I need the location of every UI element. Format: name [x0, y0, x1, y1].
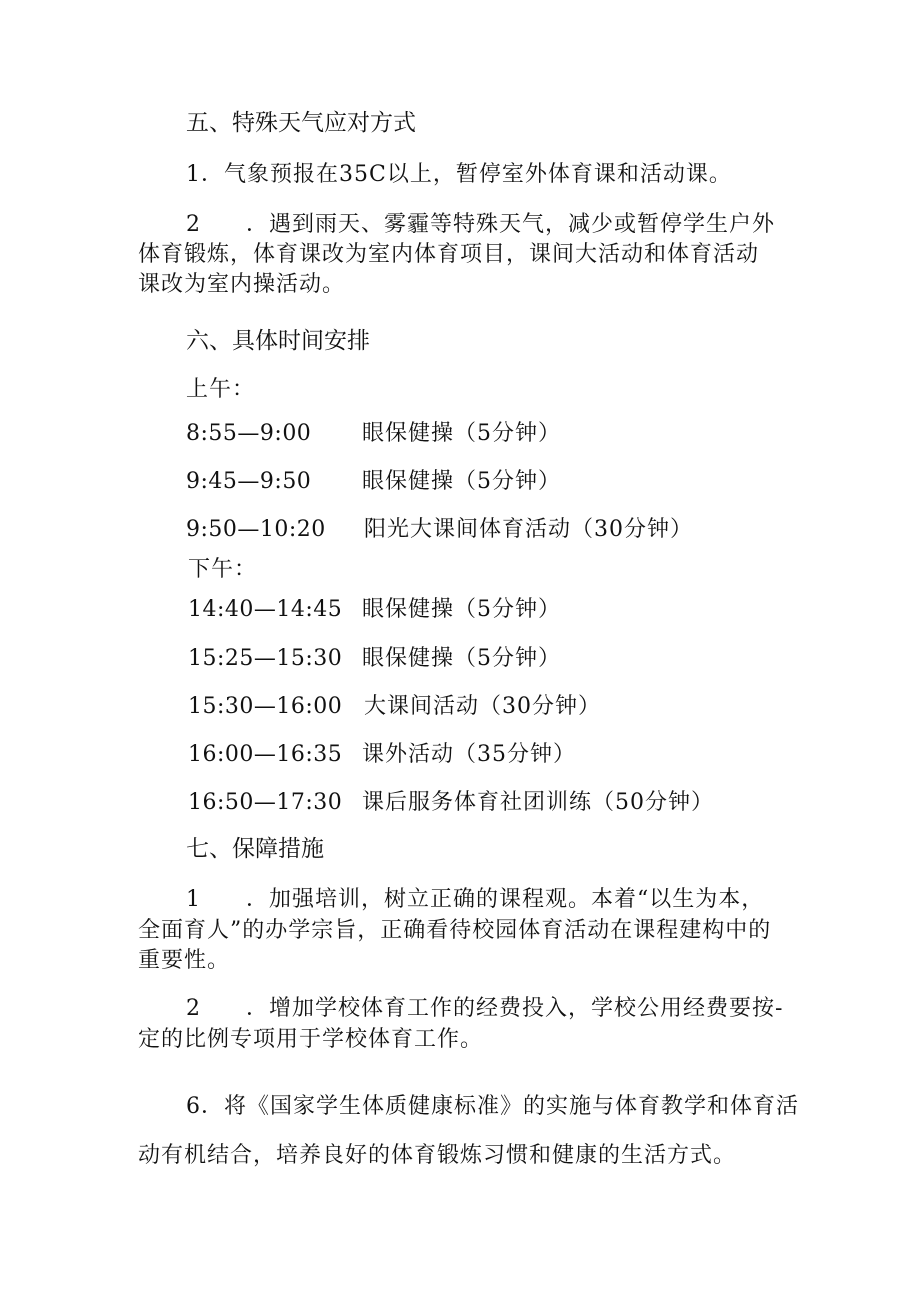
morning-label: 上午： — [186, 377, 256, 402]
schedule-time: 15:25—15:30 — [188, 646, 343, 671]
schedule-activity: 眼保健操（5分钟） — [362, 646, 561, 671]
schedule-activity: 阳光大课间体育活动（30分钟） — [364, 517, 693, 542]
schedule-time: 15:30—16:00 — [188, 694, 343, 719]
schedule-activity: 课外活动（35分钟） — [362, 742, 576, 767]
schedule-activity: 眼保健操（5分钟） — [362, 597, 561, 622]
schedule-time: 8:55—9:00 — [186, 421, 312, 446]
sec7-p1-line-1: ．加强培训，树立正确的课程观。本着“以生为本， — [246, 887, 765, 912]
schedule-time: 16:00—16:35 — [188, 742, 343, 767]
schedule-activity: 课后服务体育社团训练（50分钟） — [362, 790, 714, 815]
schedule-time: 9:45—9:50 — [186, 469, 312, 494]
sec5-p2-line-2: 体育锻炼，体育课改为室内体育项目，课间大活动和体育活动 — [138, 242, 760, 267]
sec7-p1-line-3: 重要性。 — [138, 948, 231, 973]
sec7-p6-line-1: 6．将《国家学生体质健康标准》的实施与体育教学和体育活 — [186, 1094, 799, 1119]
sec7-p2-line-1: ．增加学校体育工作的经费投入，学校公用经费要按- — [246, 996, 784, 1021]
section-5-heading: 五、特殊天气应对方式 — [186, 110, 416, 136]
sec5-p2-line-1: ．遇到雨天、雾霾等特殊天气，减少或暂停学生户外 — [246, 212, 776, 237]
schedule-activity: 眼保健操（5分钟） — [362, 469, 561, 494]
schedule-time: 16:50—17:30 — [188, 790, 343, 815]
sec7-p6-line-2: 动有机结合，培养良好的体育锻炼习惯和健康的生活方式。 — [138, 1143, 737, 1168]
sec5-p2-line-3: 课改为室内操活动。 — [138, 272, 346, 297]
sec7-p2-line-2: 定的比例专项用于学校体育工作。 — [138, 1027, 484, 1052]
sec5-paragraph-1: 1．气象预报在35C以上，暂停室外体育课和活动课。 — [186, 162, 732, 187]
sec7-p1-number: 1 — [186, 887, 201, 912]
section-6-heading: 六、具体时间安排 — [186, 328, 370, 354]
schedule-time: 14:40—14:45 — [188, 597, 343, 622]
sec7-p1-line-2: 全面育人”的办学宗旨，正确看待校园体育活动在课程建构中的 — [138, 918, 772, 943]
sec5-p2-number: 2 — [186, 212, 201, 237]
schedule-time: 9:50—10:20 — [186, 517, 326, 542]
schedule-activity: 眼保健操（5分钟） — [362, 421, 561, 446]
section-7-heading: 七、保障措施 — [186, 836, 324, 862]
sec7-p2-number: 2 — [186, 996, 201, 1021]
afternoon-label: 下午： — [188, 557, 258, 582]
schedule-activity: 大课间活动（30分钟） — [364, 694, 601, 719]
